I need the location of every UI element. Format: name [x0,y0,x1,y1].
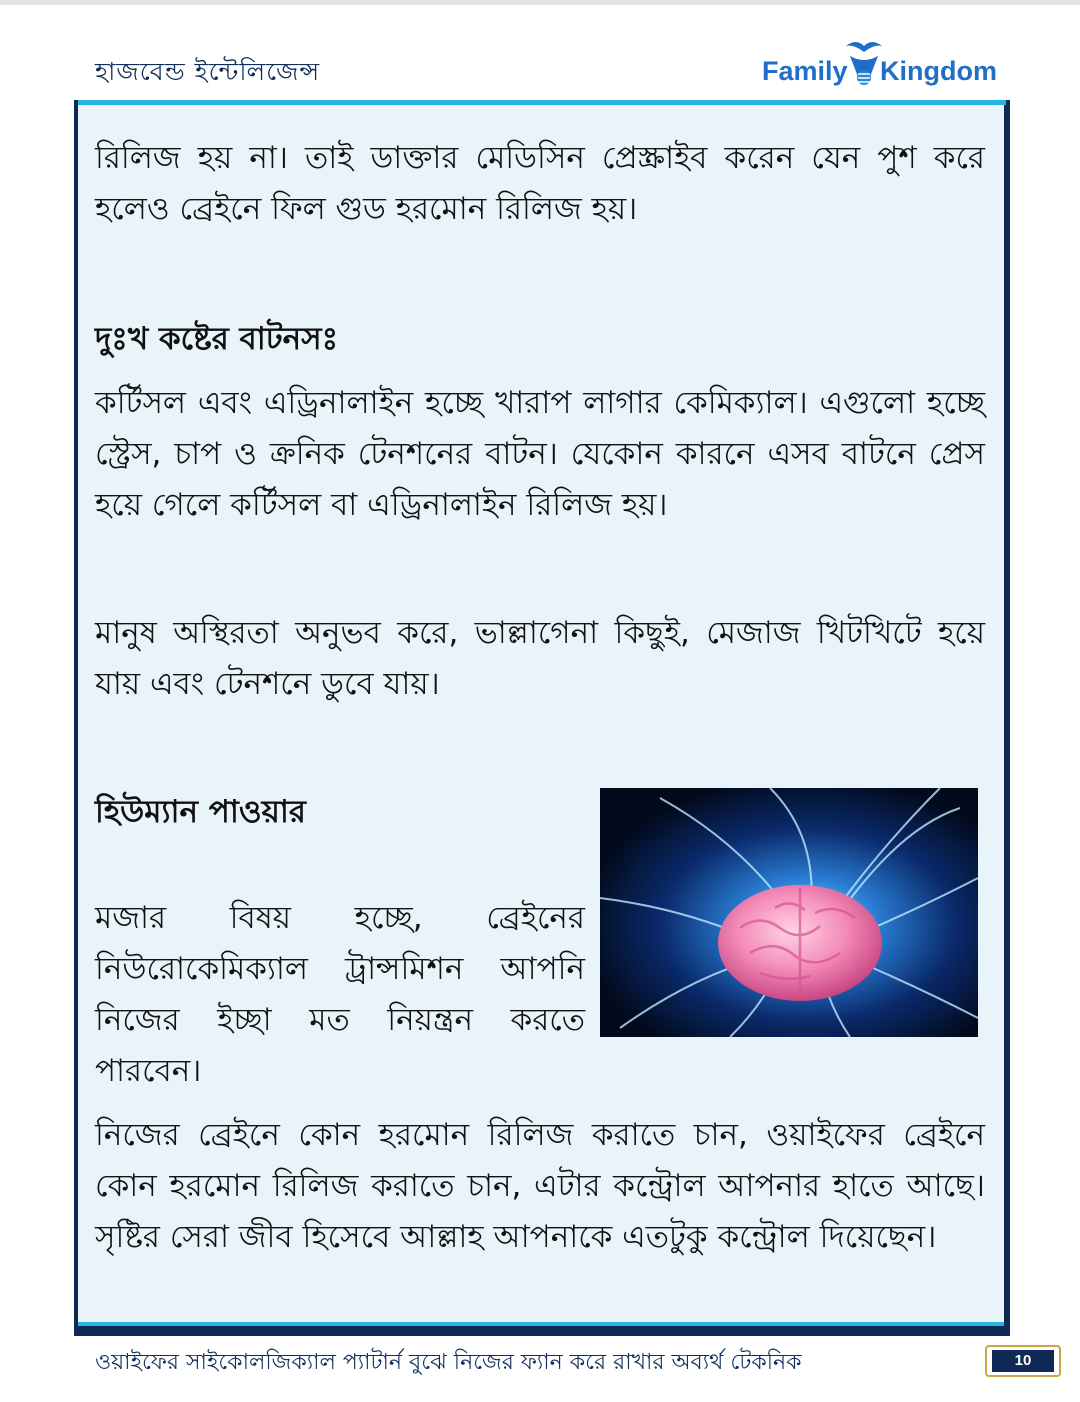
top-strip [0,0,1080,5]
glowing-brain-icon [600,788,978,1037]
paragraph-anxiety: মানুষ অস্থিরতা অনুভব করে, ভাল্লাগেনা কিছুই, মেজাজ খিটখিটে হয়ে যায় এবং টেনশনে ডুবে যায়। [95,615,985,702]
frame-bottom-accent [78,1322,1004,1326]
page-number-badge [985,1345,1061,1377]
paragraph-continuation: রিলিজ হয় না। তাই ডাক্তার মেডিসিন প্রেস্ক্রাইব করেন যেন পুশ করে হলেও ব্রেইনে ফিল গুড হরমোন রিলিজ হয়। [95,140,985,227]
family-kingdom-logo [760,38,1000,98]
paragraph-control: নিজের ব্রেইনে কোন হরমোন রিলিজ করাতে চান, ওয়াইফের ব্রেইনে কোন হরমোন রিলিজ করাতে চান, এটার কন্ট্রোল আপনার হাতে আছে। সৃষ্টির সেরা জীব হিসেবে আল্লাহ আপনাকে এতটুকু কন্ট্রোল দিয়েছেন। [95,1117,985,1255]
section-heading-human-power: হিউম্যান পাওয়ার [95,794,306,830]
logo-word-kingdom: Kingdom [880,56,997,86]
footer-book-title: ওয়াইফের সাইকোলজিক্যাল প্যাটার্ন বুঝে নিজের ফ্যান করে রাখার অব্যর্থ টেকনিক [95,1350,802,1375]
paragraph-cortisol: কর্টিসল এবং এড্রিনালাইন হচ্ছে খারাপ লাগার কেমিক্যাল। এগুলো হচ্ছে স্ট্রেস, চাপ ও ক্রনিক টেনশনের বাটন। যেকোন কারনে এসব বাটনে প্রেস হয়ে গেলে কর্টিসল বা এড্রিনালাইন রিলিজ হয়। [95,385,985,523]
paragraph-neurochemical: মজার বিষয় হচ্ছে, ব্রেইনের নিউরোকেমিক্যাল ট্রান্সমিশন আপনি নিজের ইচ্ছা মত নিয়ন্ত্রন করতে পারবেন। [95,900,585,1089]
logo-word-family: Family [762,56,848,86]
page-number: 10 [992,1350,1054,1372]
running-title: হাজবেন্ড ইন্টেলিজেন্স [95,57,321,86]
section-heading-sadness-buttons: দুঃখ কষ্টের বাটনসঃ [95,321,339,357]
